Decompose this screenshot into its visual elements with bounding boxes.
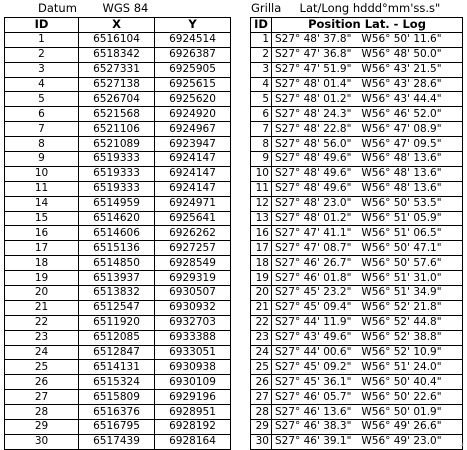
- cell-id: 1: [5, 32, 79, 47]
- latlong-positions-table: [250, 17, 463, 450]
- table-header-row: [251, 18, 463, 33]
- table-row: [251, 62, 463, 77]
- table-row: [251, 434, 463, 449]
- cell-y: 6924147: [155, 152, 231, 167]
- cell-x: 6526704: [79, 92, 155, 107]
- cell-y: 6924967: [155, 122, 231, 137]
- cell-y: 6928164: [155, 434, 231, 449]
- cell-position: S27° 48' 24.3" W56° 46' 52.0": [272, 107, 463, 122]
- grid-format-caption: Grilla Lat/Long hddd°mm'ss.s": [251, 1, 441, 15]
- cell-id: 19: [5, 271, 79, 286]
- cell-y: 6923947: [155, 137, 231, 152]
- cell-position: S27° 48' 49.6" W56° 48' 13.6": [272, 152, 463, 167]
- cell-id: 7: [251, 122, 272, 137]
- cell-position: S27° 47' 36.8" W56° 48' 50.0": [272, 47, 463, 62]
- table-row: [251, 286, 463, 301]
- table-row: [5, 47, 231, 62]
- cell-y: 6932703: [155, 315, 231, 330]
- table-row: [5, 434, 231, 449]
- cell-x: 6519333: [79, 152, 155, 167]
- cell-id: 5: [5, 92, 79, 107]
- table-row: [251, 92, 463, 107]
- cell-x: 6516104: [79, 32, 155, 47]
- cell-id: 25: [251, 360, 272, 375]
- cell-x: 6511920: [79, 315, 155, 330]
- table-row: [5, 107, 231, 122]
- cell-position: S27° 45' 23.2" W56° 51' 34.9": [272, 286, 463, 301]
- table-row: [5, 32, 231, 47]
- cell-id: 29: [251, 420, 272, 435]
- table-row: [251, 32, 463, 47]
- cell-position: S27° 44' 00.6" W56° 52' 10.9": [272, 345, 463, 360]
- cell-id: 16: [5, 226, 79, 241]
- cell-position: S27° 43' 49.6" W56° 52' 38.8": [272, 330, 463, 345]
- table-row: [251, 241, 463, 256]
- cell-position: S27° 48' 01.4" W56° 43' 28.6": [272, 77, 463, 92]
- cell-position: S27° 45' 36.1" W56° 50' 40.4": [272, 375, 463, 390]
- cell-position: S27° 46' 39.1" W56° 49' 23.0": [272, 434, 463, 449]
- table-row: [5, 315, 231, 330]
- cell-id: 30: [5, 434, 79, 449]
- cell-x: 6521568: [79, 107, 155, 122]
- table-row: [251, 375, 463, 390]
- cell-position: S27° 46' 13.6" W56° 50' 01.9": [272, 405, 463, 420]
- cell-id: 10: [5, 166, 79, 181]
- cell-y: 6929196: [155, 390, 231, 405]
- cell-y: 6933051: [155, 345, 231, 360]
- cell-id: 26: [251, 375, 272, 390]
- table-row: [5, 256, 231, 271]
- cell-id: 22: [251, 315, 272, 330]
- table-row: [5, 77, 231, 92]
- table-row: [5, 166, 231, 181]
- cell-x: 6515324: [79, 375, 155, 390]
- cell-y: 6930507: [155, 286, 231, 301]
- header-id: ID: [5, 18, 79, 33]
- cell-id: 11: [251, 181, 272, 196]
- cell-y: 6926262: [155, 226, 231, 241]
- cell-position: S27° 46' 01.8" W56° 51' 31.0": [272, 271, 463, 286]
- cell-position: S27° 47' 41.1" W56° 51' 06.5": [272, 226, 463, 241]
- cell-y: 6924147: [155, 166, 231, 181]
- cell-id: 3: [5, 62, 79, 77]
- cell-x: 6512547: [79, 300, 155, 315]
- table-header-row: [5, 18, 231, 33]
- cell-id: 23: [251, 330, 272, 345]
- cell-x: 6512085: [79, 330, 155, 345]
- cell-id: 13: [251, 211, 272, 226]
- table-row: [5, 226, 231, 241]
- cell-id: 6: [5, 107, 79, 122]
- cell-y: 6926387: [155, 47, 231, 62]
- cell-id: 8: [251, 137, 272, 152]
- cell-id: 1: [251, 32, 272, 47]
- cell-id: 4: [5, 77, 79, 92]
- cell-id: 29: [5, 420, 79, 435]
- cell-y: 6925620: [155, 92, 231, 107]
- cell-y: 6928192: [155, 420, 231, 435]
- table-row: [5, 137, 231, 152]
- cell-y: 6929319: [155, 271, 231, 286]
- cell-x: 6515809: [79, 390, 155, 405]
- cell-id: 9: [5, 152, 79, 167]
- cell-position: S27° 48' 22.8" W56° 47' 08.9": [272, 122, 463, 137]
- cell-y: 6925615: [155, 77, 231, 92]
- cell-id: 19: [251, 271, 272, 286]
- table-row: [251, 77, 463, 92]
- cell-x: 6514850: [79, 256, 155, 271]
- datum-caption: Datum WGS 84: [38, 1, 149, 15]
- cell-position: S27° 45' 09.4" W56° 52' 21.8": [272, 300, 463, 315]
- utm-coordinates-table: [4, 17, 231, 450]
- cell-id: 6: [251, 107, 272, 122]
- cell-x: 6513937: [79, 271, 155, 286]
- table-row: [5, 345, 231, 360]
- cell-y: 6924514: [155, 32, 231, 47]
- cell-y: 6930932: [155, 300, 231, 315]
- cell-id: 2: [251, 47, 272, 62]
- table-row: [251, 107, 463, 122]
- cell-id: 27: [5, 390, 79, 405]
- table-row: [251, 271, 463, 286]
- table-row: [251, 256, 463, 271]
- cell-id: 14: [5, 196, 79, 211]
- cell-id: 12: [251, 196, 272, 211]
- cell-id: 26: [5, 375, 79, 390]
- cell-x: 6514606: [79, 226, 155, 241]
- table-row: [5, 405, 231, 420]
- header-id: ID: [251, 18, 272, 33]
- cell-position: S27° 48' 49.6" W56° 48' 13.6": [272, 166, 463, 181]
- cell-position: S27° 47' 08.7" W56° 50' 47.1": [272, 241, 463, 256]
- cell-id: 4: [251, 77, 272, 92]
- cell-id: 23: [5, 330, 79, 345]
- cell-x: 6519333: [79, 166, 155, 181]
- cell-x: 6512847: [79, 345, 155, 360]
- table-row: [5, 420, 231, 435]
- cell-id: 30: [251, 434, 272, 449]
- table-row: [251, 166, 463, 181]
- cell-x: 6513832: [79, 286, 155, 301]
- cell-id: 28: [251, 405, 272, 420]
- cell-id: 8: [5, 137, 79, 152]
- table-row: [5, 286, 231, 301]
- table-row: [5, 271, 231, 286]
- header-y: Y: [155, 18, 231, 33]
- cell-id: 22: [5, 315, 79, 330]
- table-row: [251, 390, 463, 405]
- cell-y: 6930938: [155, 360, 231, 375]
- cell-y: 6930109: [155, 375, 231, 390]
- cell-x: 6514620: [79, 211, 155, 226]
- cell-x: 6515136: [79, 241, 155, 256]
- cell-position: S27° 48' 01.2" W56° 43' 44.4": [272, 92, 463, 107]
- table-row: [5, 241, 231, 256]
- cell-y: 6928549: [155, 256, 231, 271]
- table-row: [5, 330, 231, 345]
- header-x: X: [79, 18, 155, 33]
- cell-y: 6925905: [155, 62, 231, 77]
- cell-id: 11: [5, 181, 79, 196]
- cell-y: 6928951: [155, 405, 231, 420]
- cell-y: 6927257: [155, 241, 231, 256]
- cell-x: 6514131: [79, 360, 155, 375]
- cell-x: 6521089: [79, 137, 155, 152]
- header-position: Position Lat. - Log: [272, 18, 463, 33]
- cell-position: S27° 46' 26.7" W56° 50' 57.6": [272, 256, 463, 271]
- table-row: [251, 420, 463, 435]
- cell-x: 6518342: [79, 47, 155, 62]
- cell-x: 6521106: [79, 122, 155, 137]
- cell-y: 6924147: [155, 181, 231, 196]
- table-row: [5, 181, 231, 196]
- cell-id: 10: [251, 166, 272, 181]
- cell-id: 25: [5, 360, 79, 375]
- cell-position: S27° 44' 11.9" W56° 52' 44.8": [272, 315, 463, 330]
- table-row: [5, 211, 231, 226]
- table-row: [251, 211, 463, 226]
- cell-y: 6924971: [155, 196, 231, 211]
- cell-id: 18: [251, 256, 272, 271]
- cell-position: S27° 46' 38.3" W56° 49' 26.6": [272, 420, 463, 435]
- table-row: [251, 226, 463, 241]
- cell-id: 20: [251, 286, 272, 301]
- table-row: [251, 137, 463, 152]
- cell-x: 6514959: [79, 196, 155, 211]
- cell-id: 3: [251, 62, 272, 77]
- table-row: [5, 152, 231, 167]
- cell-y: 6933388: [155, 330, 231, 345]
- table-row: [251, 152, 463, 167]
- cell-position: S27° 46' 05.7" W56° 50' 22.6": [272, 390, 463, 405]
- table-row: [251, 181, 463, 196]
- cell-id: 28: [5, 405, 79, 420]
- cell-id: 24: [5, 345, 79, 360]
- cell-position: S27° 47' 51.9" W56° 43' 21.5": [272, 62, 463, 77]
- cell-id: 17: [251, 241, 272, 256]
- table-row: [5, 196, 231, 211]
- table-row: [5, 122, 231, 137]
- table-row: [251, 47, 463, 62]
- cell-id: 16: [251, 226, 272, 241]
- cell-x: 6519333: [79, 181, 155, 196]
- table-row: [251, 315, 463, 330]
- cell-id: 7: [5, 122, 79, 137]
- cell-position: S27° 48' 01.2" W56° 51' 05.9": [272, 211, 463, 226]
- table-row: [5, 62, 231, 77]
- table-row: [251, 122, 463, 137]
- cell-y: 6925641: [155, 211, 231, 226]
- cell-x: 6527331: [79, 62, 155, 77]
- table-row: [251, 360, 463, 375]
- cell-position: S27° 48' 56.0" W56° 47' 09.5": [272, 137, 463, 152]
- cell-id: 21: [251, 300, 272, 315]
- table-row: [251, 345, 463, 360]
- table-row: [251, 196, 463, 211]
- table-row: [251, 300, 463, 315]
- cell-x: 6527138: [79, 77, 155, 92]
- table-row: [5, 92, 231, 107]
- table-row: [5, 360, 231, 375]
- page-corner-mark: ⌟: [459, 438, 464, 448]
- table-row: [251, 405, 463, 420]
- cell-x: 6516376: [79, 405, 155, 420]
- cell-id: 2: [5, 47, 79, 62]
- table-row: [5, 300, 231, 315]
- cell-id: 27: [251, 390, 272, 405]
- cell-position: S27° 45' 09.2" W56° 51' 24.0": [272, 360, 463, 375]
- cell-x: 6517439: [79, 434, 155, 449]
- cell-id: 9: [251, 152, 272, 167]
- table-row: [5, 375, 231, 390]
- cell-id: 24: [251, 345, 272, 360]
- cell-id: 21: [5, 300, 79, 315]
- cell-id: 17: [5, 241, 79, 256]
- table-row: [5, 390, 231, 405]
- cell-id: 5: [251, 92, 272, 107]
- cell-position: S27° 48' 37.8" W56° 50' 11.6": [272, 32, 463, 47]
- cell-y: 6924920: [155, 107, 231, 122]
- cell-position: S27° 48' 49.6" W56° 48' 13.6": [272, 181, 463, 196]
- cell-id: 20: [5, 286, 79, 301]
- table-row: [251, 330, 463, 345]
- cell-position: S27° 48' 23.0" W56° 50' 53.5": [272, 196, 463, 211]
- cell-x: 6516795: [79, 420, 155, 435]
- cell-id: 15: [5, 211, 79, 226]
- cell-id: 18: [5, 256, 79, 271]
